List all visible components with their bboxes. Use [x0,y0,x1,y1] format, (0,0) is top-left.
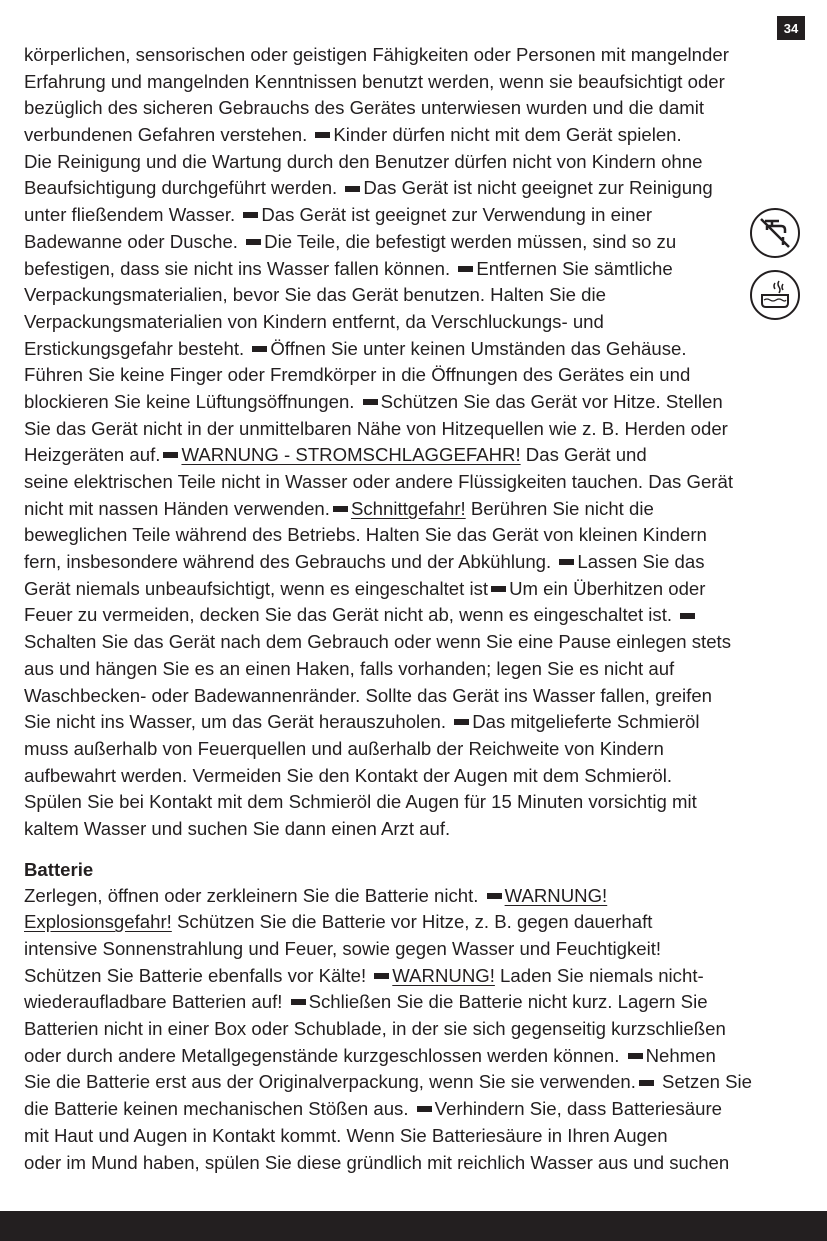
text-run: Heizgeräten auf. [24,444,161,466]
battery-line [24,1069,804,1096]
body-line [24,229,804,256]
text-run: Lassen Sie das [577,551,705,573]
bullet-square [345,186,360,192]
body-line [24,362,804,389]
text-run: oder im Mund haben, spülen Sie diese gründlich mit reichlich Wasser aus und suchen [24,1151,730,1173]
body-line [24,282,804,309]
text-run: Öffnen Sie unter keinen Umständen das Gehäuse. [270,337,687,359]
body-line [24,69,804,96]
text-run: Die Teile, die befestigt werden müssen, sind so zu [264,230,677,252]
text-run: Beaufsichtigung durchgeführt werden. [24,177,343,199]
text-run: Das mitgelieferte Schmieröl [472,711,700,733]
text-run: bezüglich des sicheren Gebrauchs des Gerätes unterwiesen wurden und die damit [24,97,705,119]
text-run: wiederaufladbare Batterien auf! [24,991,288,1013]
text-run: körperlichen, sensorischen oder geistigen Fähigkeiten oder Personen mit mangelnder [24,44,729,65]
text-run: Schützen Sie Batterie ebenfalls vor Kälte! [24,964,372,986]
battery-line [24,936,804,963]
text-run: Schließen Sie die Batterie nicht kurz. Lagern Sie [308,991,708,1013]
body-line [24,683,804,710]
battery-line [24,1150,804,1177]
text-run: Feuer zu vermeiden, decken Sie das Gerät nicht ab, wenn es eingeschaltet ist. [24,604,678,626]
body-line [24,763,804,790]
text-run: unter fließendem Wasser. [24,204,241,226]
body-line [24,442,804,469]
battery-line [24,963,804,990]
text-run: Setzen Sie [656,1071,752,1093]
text-run: Spülen Sie bei Kontakt mit dem Schmieröl die Augen für 15 Minuten vorsichtig mit [24,791,697,813]
text-run: Gerät niemals unbeaufsichtigt, wenn es eingeschaltet ist [24,577,489,599]
bullet-square [491,586,506,592]
text-run: Die Reinigung und die Wartung durch den Benutzer dürfen nicht von Kindern ohne [24,150,703,172]
bullet-square [559,559,574,565]
text-run: oder durch andere Metallgegenstände kurzgeschlossen werden können. [24,1044,625,1066]
body-line [24,389,804,416]
text-run: Das Gerät ist geeignet zur Verwendung in einer [261,204,653,226]
page-number: 34 [783,20,799,36]
text-run: Führen Sie keine Finger oder Fremdkörper in die Öffnungen des Gerätes ein und [24,364,691,386]
text-run: mit Haut und Augen in Kontakt kommt. Wenn Sie Batteriesäure in Ihren Augen [24,1124,668,1146]
text-run: muss außerhalb von Feuerquellen und außerhalb der Reichweite von Kindern [24,737,664,759]
battery-line [24,1016,804,1043]
body-line [24,42,804,69]
footer-bar [0,1211,827,1241]
body-line [24,416,804,443]
text-run: kaltem Wasser und suchen Sie dann einen Arzt auf. [24,817,451,839]
text-run: Um ein Überhitzen oder [509,577,706,599]
text-run: Berühren Sie nicht die [465,497,654,519]
text-run: aus und hängen Sie es an einen Haken, falls vorhanden; legen Sie es nicht auf [24,657,675,679]
body-line [24,469,804,496]
body-line [24,736,804,763]
text-run: Schalten Sie das Gerät nach dem Gebrauch oder wenn Sie eine Pause einlegen stets [24,631,732,653]
text-run: WARNUNG! [392,964,495,986]
text-run: Badewanne oder Dusche. [24,230,244,252]
text-run: Das Gerät ist nicht geeignet zur Reinigung [363,177,713,199]
text-run: Explosionsgefahr! [24,911,172,933]
text-run: nicht mit nassen Händen verwenden. [24,497,330,519]
body-line [24,256,804,283]
body-line [24,549,804,576]
bullet-square [315,132,330,138]
text-run: blockieren Sie keine Lüftungsöffnungen. [24,390,360,412]
page-number-badge [777,16,805,40]
battery-line [24,909,804,936]
bullet-square [458,266,473,272]
body-line [24,602,804,629]
bullet-square [680,613,695,619]
battery-line [24,883,804,910]
text-run: Schützen Sie die Batterie vor Hitze, z. B. gegen dauerhaft [171,911,653,933]
battery-heading: Batterie [24,858,94,880]
bullet-square [291,999,306,1005]
bullet-square [252,346,267,352]
body-line [24,202,804,229]
bullet-square [333,506,348,512]
text-run: Verpackungsmaterialien, bevor Sie das Gerät benutzen. Halten Sie die [24,284,606,306]
body-line [24,789,804,816]
bullet-square [628,1053,643,1059]
document-body [24,42,804,1176]
battery-line [24,989,804,1016]
body-line [24,149,804,176]
text-run: Das Gerät und [520,444,647,466]
body-line [24,496,804,523]
body-line [24,656,804,683]
body-line [24,309,804,336]
text-run: Verhindern Sie, dass Batteriesäure [434,1098,723,1120]
text-run: Schützen Sie das Gerät vor Hitze. Stellen [380,390,723,412]
text-run: Schnittgefahr! [350,497,466,519]
text-run: aufbewahrt werden. Vermeiden Sie den Kontakt der Augen mit dem Schmieröl. [24,764,673,786]
bullet-square [163,452,178,458]
body-line [24,336,804,363]
text-run: Waschbecken- oder Badewannenränder. Sollte das Gerät ins Wasser fallen, greifen [24,684,712,706]
bullet-square [454,719,469,725]
battery-line [24,1096,804,1123]
body-line [24,175,804,202]
text-run: die Batterie keinen mechanischen Stößen aus. [24,1098,414,1120]
text-run: beweglichen Teile während des Betriebs. Halten Sie das Gerät von kleinen Kindern [24,524,707,546]
text-run: Zerlegen, öffnen oder zerkleinern Sie die Batterie nicht. [24,884,484,906]
battery-line [24,1043,804,1070]
text-run: fern, insbesondere während des Gebrauchs und der Abkühlung. [24,551,557,573]
body-line [24,522,804,549]
bullet-square [363,399,378,405]
body-line [24,816,804,843]
bullet-square [417,1106,432,1112]
text-run: Erfahrung und mangelnden Kenntnissen benutzt werden, wenn sie beaufsichtigt oder [24,70,725,92]
bathtub-icon [750,270,800,320]
text-run: Sie die Batterie erst aus der Originalverpackung, wenn Sie sie verwenden. [24,1071,636,1093]
text-run: Batterien nicht in einer Box oder Schublade, in der sie sich gegenseitig kurzschließen [24,1018,726,1040]
body-line [24,709,804,736]
text-run: WARNUNG - STROMSCHLAGGEFAHR! [181,444,521,466]
bullet-square [374,973,389,979]
text-run: Entfernen Sie sämtliche [476,257,673,279]
text-run: verbundenen Gefahren verstehen. [24,124,313,146]
text-run: Sie das Gerät nicht in der unmittelbaren Nähe von Hitzequellen wie z. B. Herden oder [24,417,728,439]
no-running-water-icon [750,208,800,258]
battery-line [24,1123,804,1150]
body-line [24,629,804,656]
body-line [24,122,804,149]
text-run: Kinder dürfen nicht mit dem Gerät spielen. [333,124,682,146]
text-run: Verpackungsmaterialien von Kindern entfernt, da Verschluckungs- und [24,310,604,332]
text-run: Erstickungsgefahr besteht. [24,337,250,359]
bullet-square [246,239,261,245]
bullet-square [243,212,258,218]
body-line [24,95,804,122]
text-run: befestigen, dass sie nicht ins Wasser fallen können. [24,257,456,279]
text-run: intensive Sonnenstrahlung und Feuer, sowie gegen Wasser und Feuchtigkeit! [24,938,662,959]
warning-icons [750,208,804,332]
text-run: Sie nicht ins Wasser, um das Gerät herauszuholen. [24,711,452,733]
body-line [24,576,804,603]
bullet-square [487,893,502,899]
bullet-square [639,1080,654,1086]
text-run: seine elektrischen Teile nicht in Wasser oder andere Flüssigkeiten tauchen. Das Gerät [24,471,733,492]
text-run: Laden Sie niemals nicht- [494,964,704,986]
text-run: Nehmen [645,1044,716,1066]
text-run: WARNUNG! [504,884,608,906]
